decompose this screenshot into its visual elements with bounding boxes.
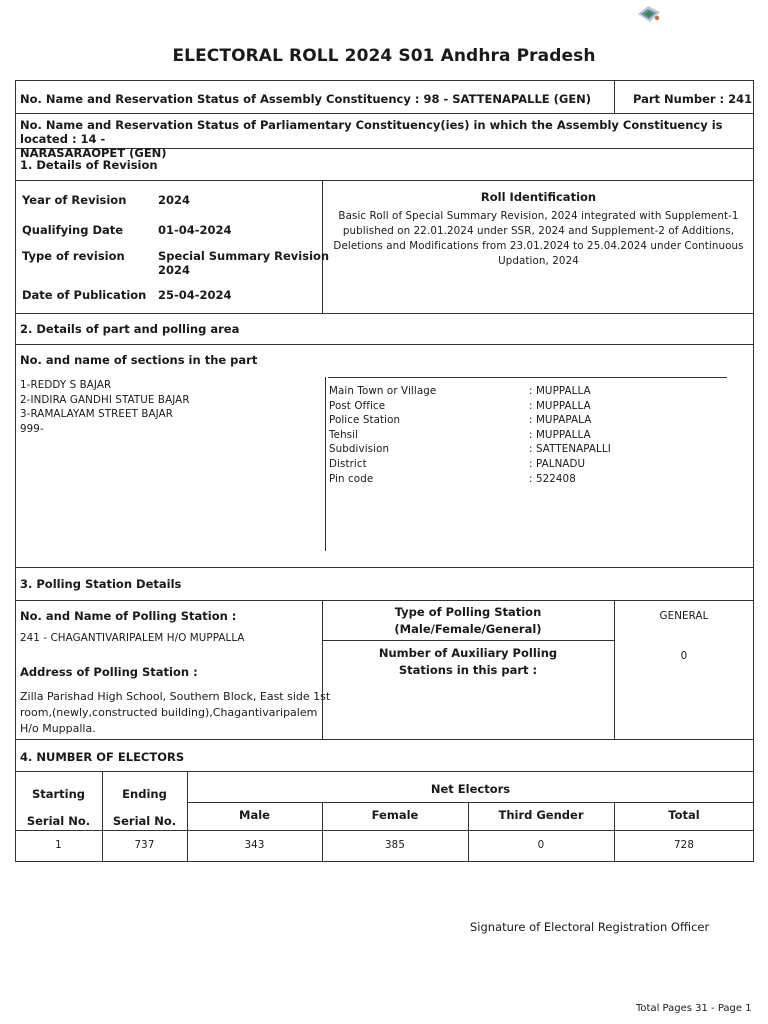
area-detail-label: Police Station	[329, 414, 401, 427]
total-header: Total	[668, 808, 700, 822]
roll-identification-line: published on 22.01.2024 under SSR, 2024 and Supplement-2 of Additions,	[342, 225, 735, 237]
starting-header-line: Starting	[31, 787, 86, 801]
ending-header-line: Serial No.	[112, 814, 177, 828]
election-commission-logo	[636, 4, 662, 24]
station-type-line: (Male/Female/General)	[394, 622, 542, 636]
roll-identification-line: Basic Roll of Special Summary Revision, 2024 integrated with Supplement-1	[338, 210, 739, 222]
officer-signature-caption: Signature of Electoral Registration Officer	[470, 920, 710, 934]
station-type-label	[322, 604, 614, 638]
polling-address-label: Address of Polling Station :	[20, 665, 198, 679]
ending-header-line: Ending	[122, 787, 167, 801]
publication-date-label: Date of Publication	[22, 288, 147, 302]
parliamentary-line: No. Name and Reservation Status of Parliamentary Constituency(ies) in which the Assembly Constituency is located : 14 -	[20, 118, 723, 146]
area-detail-label: Tehsil	[329, 428, 359, 441]
rule	[15, 600, 754, 601]
assembly-constituency: No. Name and Reservation Status of Assembly Constituency : 98 - SATTENAPALLE (GEN)	[20, 92, 592, 106]
section-item: 2-INDIRA GANDHI STATUE BAJAR	[20, 393, 190, 406]
ending-serial-header	[102, 781, 187, 835]
female-header: Female	[371, 808, 419, 822]
polling-address	[20, 689, 330, 737]
roll-identification-title: Roll Identification	[480, 190, 597, 204]
year-label: Year of Revision	[22, 193, 127, 207]
auxiliary-stations-value: 0	[680, 650, 688, 662]
qualifying-date-value: 01-04-2024	[158, 223, 232, 237]
part-number: Part Number : 241	[633, 92, 753, 106]
area-detail-value: : PALNADU	[529, 457, 586, 470]
polling-area-labels	[329, 384, 436, 486]
female-count: 385	[385, 839, 405, 851]
section-item: 3-RAMALAYAM STREET BAJAR	[20, 408, 174, 420]
polling-station-label: No. and Name of Polling Station :	[20, 609, 237, 623]
section-item: 1-REDDY S BAJAR	[20, 379, 112, 391]
third-gender-header: Third Gender	[498, 808, 584, 822]
area-detail-value: : SATTENAPALLI	[529, 443, 611, 456]
ending-serial-value: 737	[134, 839, 155, 851]
rule	[328, 377, 727, 378]
sections-title: No. and name of sections in the part	[20, 353, 258, 367]
qualifying-date-label: Qualifying Date	[22, 223, 124, 237]
year-value: 2024	[158, 193, 191, 207]
rule	[15, 739, 754, 740]
area-detail-value: : 522408	[529, 472, 576, 485]
rule	[322, 640, 614, 641]
address-line: room,(newly,constructed building),Chagantivaripalem	[20, 706, 318, 719]
revision-type-line: Special Summary Revision	[158, 249, 330, 263]
section-title-polling: 3. Polling Station Details	[20, 577, 182, 591]
rule	[15, 344, 754, 345]
rule	[187, 802, 754, 803]
address-line: H/o Muppalla.	[20, 722, 96, 735]
auxiliary-stations-label	[322, 645, 614, 679]
polling-area-values	[529, 384, 611, 486]
address-line: Zilla Parishad High School, Southern Block, East side 1st	[20, 690, 331, 703]
male-header: Male	[239, 808, 270, 822]
auxiliary-line: Stations in this part :	[398, 663, 538, 677]
starting-serial-header	[15, 781, 102, 835]
area-detail-value: : MUPAPALA	[529, 414, 592, 427]
starting-serial-value: 1	[55, 839, 62, 851]
rule	[614, 80, 615, 113]
area-detail-label: Main Town or Village	[329, 385, 437, 397]
revision-type-label: Type of revision	[22, 249, 125, 263]
page-count: Total Pages 31 - Page 1	[636, 1003, 752, 1014]
area-detail-label: District	[329, 457, 367, 470]
document-title: ELECTORAL ROLL 2024 S01 Andhra Pradesh	[172, 46, 596, 66]
parliamentary-line: NARASARAOPET (GEN)	[20, 146, 167, 160]
auxiliary-line: Number of Auxiliary Polling	[378, 646, 558, 660]
revision-type-value	[158, 249, 329, 277]
area-detail-value: : MUPPALLA	[529, 385, 591, 397]
area-detail-label: Pin code	[329, 472, 374, 485]
rule	[15, 313, 754, 314]
area-detail-label: Post Office	[329, 399, 386, 412]
male-count: 343	[244, 839, 265, 851]
section-title-part: 2. Details of part and polling area	[20, 322, 240, 336]
revision-type-line: 2024	[158, 263, 191, 277]
area-detail-label: Subdivision	[329, 443, 390, 456]
rule	[15, 771, 754, 772]
starting-header-line: Serial No.	[26, 814, 91, 828]
area-detail-value: : MUPPALLA	[529, 399, 591, 412]
polling-station-value: 241 - CHAGANTIVARIPALEM H/O MUPPALLA	[20, 632, 245, 644]
roll-identification-text	[323, 209, 754, 269]
station-type-line: Type of Polling Station	[394, 605, 542, 619]
sections-list	[20, 378, 190, 436]
publication-date-value: 25-04-2024	[158, 288, 232, 302]
rule	[325, 377, 326, 551]
section-title-revision: 1. Details of Revision	[20, 158, 158, 172]
parliamentary-constituency	[20, 118, 768, 160]
roll-identification-line: Deletions and Modifications from 23.01.2024 to 25.04.2024 under Continuous	[333, 240, 744, 252]
area-detail-value: : MUPPALLA	[529, 428, 591, 441]
section-title-electors: 4. NUMBER OF ELECTORS	[20, 750, 185, 764]
roll-identification-line: Updation, 2024	[498, 255, 579, 267]
rule	[15, 113, 754, 114]
rule	[15, 180, 754, 181]
total-count: 728	[674, 839, 694, 851]
rule	[15, 567, 754, 568]
station-type-value: GENERAL	[659, 610, 709, 622]
net-electors-header: Net Electors	[430, 782, 511, 796]
section-item: 999-	[20, 422, 44, 435]
third-gender-count: 0	[537, 839, 545, 851]
